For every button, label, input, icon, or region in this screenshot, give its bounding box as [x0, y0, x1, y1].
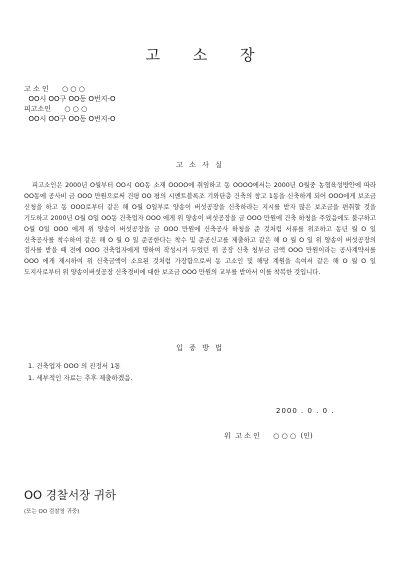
defendant-label: 피고소인 ○ ○ ○ — [24, 105, 88, 113]
evidence-list — [28, 360, 132, 384]
evidence-item: 1. 건축업자 OOO 의 진정서 1통 — [28, 362, 121, 370]
facts-body: 피고소인은 2000년 O월부터 OO시 OO동 소재 OOOO에 취임하고 동 OOOO에서는 2000년 O월중 농협육성방안에 따라 OO동에 공사비 금 OOO 만원으로써 건평 OO 평의 시멘트블록조 기와단층 건축의 창고 1동을 신축하게 되어 OOO에게 보조금 신청을 하고 동 OOO로부터 같은 해 O월 O일부로 양송이 버섯공장을 신축하라는 지시를 받자 많은 보조금을 편취할 것을 기도하고 2000년 O월 O일 OO동 건축업자 OOO 에게 위 양송이 버섯공장을 금 OOO 만원에 건축 하청을 주었음에도 불구하고 O월 O일 OOO 에게 위 양송이 버섯공장을 금 OOO 만원에 신축공사 하청을 준 것처럼 서류를 위조하고 동년 월 O 일 신축공사를 착수하여 같은 해 O 월 O 일 준공한다는 착수 및 준공신고를 제출하고 같은 해 O 월 O 일 위 양송이 버섯공장의 검사를 받을 때 전에 OOO 건축업자에게 명하여 작성시켜 두었던 위 공장 신축 청부금 금액 OOO 만원이라는 공사계약서를 OOO 에게 제시하여 위 신축금액이 소요된 것처럼 가장함으로써 동 고소인 및 해당 계원을 속여서 같은 해 O 월 O 일 도지사로부터 위 양송이버섯공장 신축경비에 대한 보조금 OOO 만원의 교부를 받아서 이를 착복한 것입니다. — [24, 182, 376, 277]
complainant-label: 고 소 인 ○ ○ ○ — [24, 85, 85, 93]
recipient-note: (또는 OO 검찰청 귀중) — [24, 509, 80, 515]
recipient: OO 경찰서장 귀하 — [24, 488, 117, 502]
facts-heading: 고 소 사 실 — [176, 161, 224, 169]
signer-line: 위 고 소 인 ○ ○ ○ (인) — [224, 432, 313, 440]
evidence-item: 1. 세부적인 자료는 추후 제출하겠음. — [28, 374, 133, 382]
evidence-heading: 입 증 방 법 — [176, 344, 224, 352]
parties-block — [24, 84, 116, 124]
defendant-address: OO시 OO구 OO동 O번지-O — [24, 115, 116, 123]
complainant-address: OO시 OO구 OO동 O번지-O — [24, 95, 116, 103]
document-title: 고 소 장 — [145, 46, 269, 64]
document-date: 2000 . 0 . 0 . — [276, 407, 335, 415]
